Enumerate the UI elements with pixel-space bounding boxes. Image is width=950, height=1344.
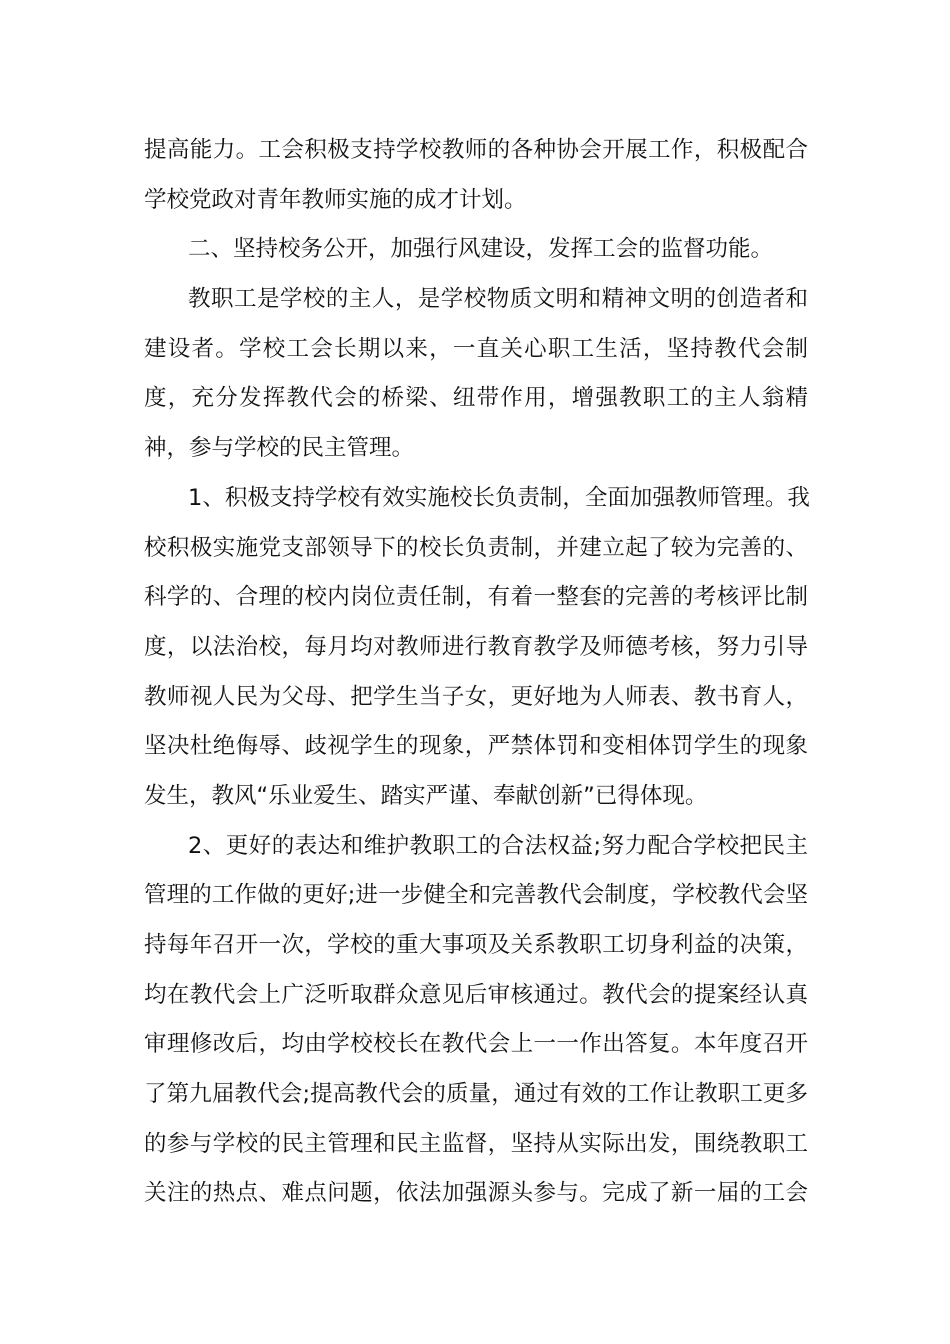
text-line: 度，充分发挥教代会的桥梁、纽带作用，增强教职工的主人翁精 (144, 385, 808, 412)
text-line: 的参与学校的民主管理和民主监督，坚持从实际出发，围绕教职工 (144, 1130, 808, 1157)
document-body (144, 126, 808, 1219)
text-line: 均在教代会上广泛听取群众意见后审核通过。教代会的提案经认真 (144, 981, 808, 1008)
text-line: 审理修改后，均由学校校长在教代会上一一作出答复。本年度召开 (144, 1031, 808, 1058)
text-line: 2、更好的表达和维护教职工的合法权益;努力配合学校把民主 (188, 832, 808, 859)
text-line: 发生，教风“乐业爱生、踏实严谨、奉献创新”已得体现。 (144, 782, 708, 809)
text-line: 校积极实施党支部领导下的校长负责制，并建立起了较为完善的、 (144, 534, 808, 561)
text-line: 1、积极支持学校有效实施校长负责制，全面加强教师管理。我 (188, 484, 810, 511)
text-line: 了第九届教代会;提高教代会的质量，通过有效的工作让教职工更多 (144, 1081, 808, 1108)
text-line: 管理的工作做的更好;进一步健全和完善教代会制度，学校教代会坚 (144, 882, 808, 909)
text-line: 教师视人民为父母、把学生当子女，更好地为人师表、教书育人， (144, 683, 808, 710)
text-line: 学校党政对青年教师实施的成才计划。 (144, 186, 527, 213)
text-line: 科学的、合理的校内岗位责任制，有着一整套的完善的考核评比制 (144, 584, 808, 611)
text-line: 度，以法治校，每月均对教师进行教育教学及师德考核，努力引导 (144, 633, 808, 660)
text-line: 坚决杜绝侮辱、歧视学生的现象，严禁体罚和变相体罚学生的现象 (144, 733, 808, 760)
text-line: 教职工是学校的主人，是学校物质文明和精神文明的创造者和 (188, 286, 808, 313)
text-line: 持每年召开一次，学校的重大事项及关系教职工切身利益的决策， (144, 932, 808, 958)
text-line: 建设者。学校工会长期以来，一直关心职工生活，坚持教代会制 (144, 335, 808, 362)
text-line: 神，参与学校的民主管理。 (144, 435, 415, 462)
text-line: 提高能力。工会积极支持学校教师的各种协会开展工作，积极配合 (144, 137, 808, 163)
section-heading: 二、坚持校务公开，加强行风建设，发挥工会的监督功能。 (188, 236, 774, 263)
text-line: 关注的热点、难点问题，依法加强源头参与。完成了新一届的工会 (144, 1180, 808, 1207)
